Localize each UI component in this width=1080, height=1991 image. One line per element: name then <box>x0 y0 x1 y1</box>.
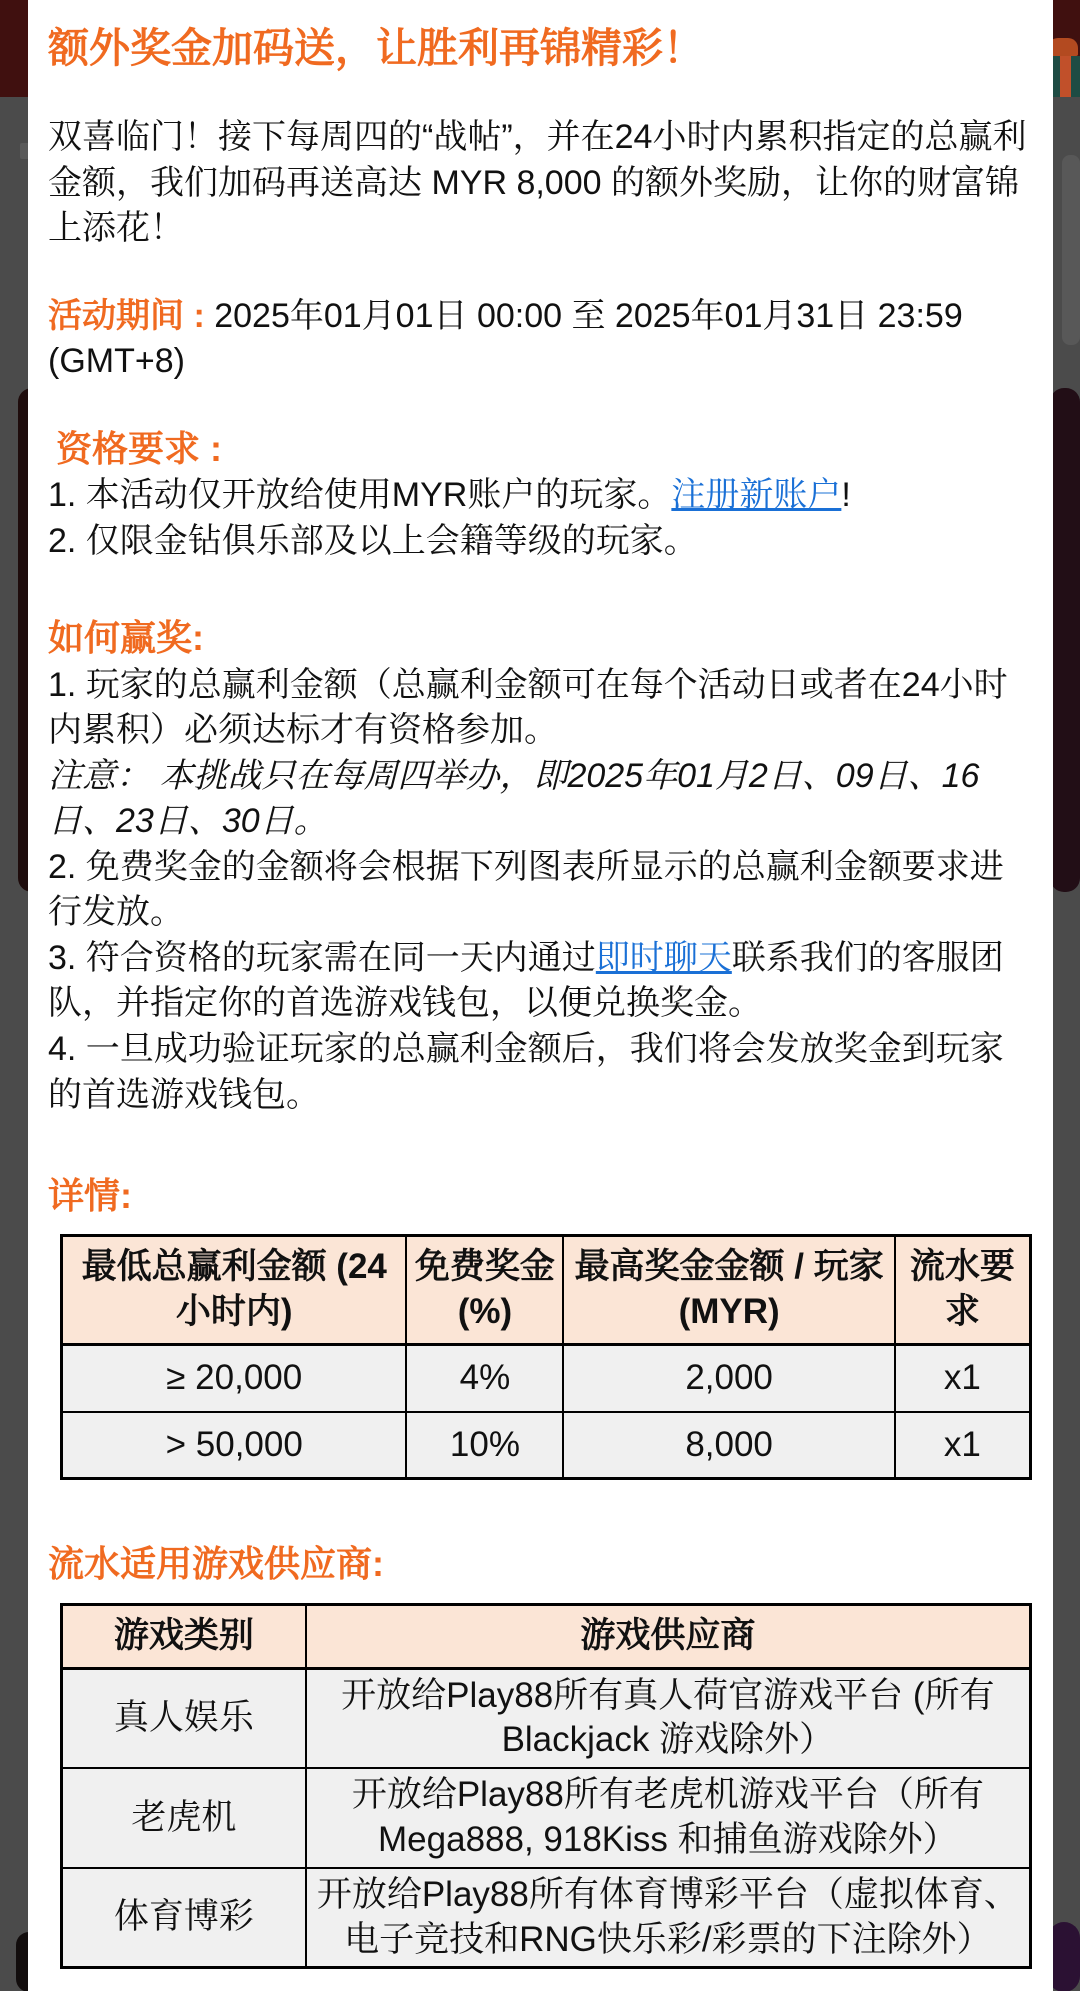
promo-title: 额外奖金加码送，让胜利再锦精彩！ <box>48 25 704 71</box>
providers-cell-provider: 开放给Play88所有老虎机游戏平台（所有Mega888, 918Kiss 和捕鱼游戏除外） <box>306 1768 1031 1868</box>
eligibility-item-1 <box>48 473 1033 519</box>
details-cell: x1 <box>895 1412 1031 1479</box>
eligibility-item-1-text: 1. 本活动仅开放给使用MYR账户的玩家。 <box>48 476 672 515</box>
eligibility-heading: 资格要求 : <box>56 428 222 470</box>
providers-table <box>60 1603 1032 1970</box>
providers-header-provider: 游戏供应商 <box>306 1604 1031 1668</box>
details-cell: 8,000 <box>563 1412 894 1479</box>
providers-cell-category: 真人娱乐 <box>62 1668 306 1768</box>
promo-period-label: 活动期间 : <box>48 296 205 335</box>
details-cell: 2,000 <box>563 1344 894 1411</box>
how-to-win-item-2: 2. 免费奖金的金额将会根据下列图表所显示的总赢利金额要求进行发放。 <box>48 847 1004 932</box>
how-to-win-heading: 如何赢奖: <box>48 617 204 659</box>
how-to-win-item-1: 1. 玩家的总赢利金额（总赢利金额可在每个活动日或者在24小时内累积）必须达标才有资格参加。 <box>48 665 1008 750</box>
eligibility-item-1-suffix: ! <box>841 476 851 515</box>
providers-cell-provider: 开放给Play88所有体育博彩平台（虚拟体育、电子竞技和RNG快乐彩/彩票的下注除外） <box>306 1868 1031 1968</box>
details-table <box>60 1234 1032 1480</box>
how-to-win-note: 注意： 本挑战只在每周四举办，即2025年01月2日、09日、16日、23日、30日。 <box>48 756 980 841</box>
details-cell: x1 <box>895 1344 1031 1411</box>
details-header-turnover: 流水要求 <box>895 1236 1031 1345</box>
providers-heading: 流水适用游戏供应商: <box>48 1543 384 1585</box>
providers-header-category: 游戏类别 <box>62 1604 306 1668</box>
details-cell: 10% <box>406 1412 563 1479</box>
background-notch-right <box>1062 155 1080 345</box>
providers-table-row <box>62 1868 1031 1968</box>
promo-intro: 双喜临门！接下每周四的“战帖”，并在24小时内累积指定的总赢利金额，我们加码再送高达 MYR 8,000 的额外奖励，让你的财富锦上添花！ <box>48 118 1027 248</box>
details-cell: 4% <box>406 1344 563 1411</box>
details-header-free-bonus: 免费奖金 (%) <box>406 1236 563 1345</box>
promo-content-panel <box>28 0 1053 1991</box>
background-card-right <box>1050 388 1080 892</box>
details-table-header-row <box>62 1236 1031 1345</box>
details-header-min-winnings: 最低总赢利金额 (24小时内) <box>62 1236 407 1345</box>
providers-table-row <box>62 1768 1031 1868</box>
promo-period <box>48 294 1033 385</box>
providers-table-row <box>62 1668 1031 1768</box>
live-chat-link[interactable]: 即时聊天 <box>595 938 732 977</box>
eligibility-item-2: 2. 仅限金钻俱乐部及以上会籍等级的玩家。 <box>48 521 698 560</box>
how-to-win-item-3-text: 3. 符合资格的玩家需在同一天内通过 <box>48 938 596 977</box>
details-cell: > 50,000 <box>62 1412 407 1479</box>
details-cell: ≥ 20,000 <box>62 1344 407 1411</box>
how-to-win-item-4: 4. 一旦成功验证玩家的总赢利金额后，我们将会发放奖金到玩家的首选游戏钱包。 <box>48 1029 1004 1114</box>
gift-ribbon-icon <box>1060 56 1071 97</box>
promo-period-value: 2025年01月01日 00:00 至 2025年01月31日 23:59 (GMT+8) <box>48 296 963 381</box>
details-header-max-bonus: 最高奖金金额 / 玩家 (MYR) <box>563 1236 894 1345</box>
details-table-row <box>62 1344 1031 1411</box>
how-to-win-item-3 <box>48 936 1033 1027</box>
providers-cell-category: 体育博彩 <box>62 1868 306 1968</box>
providers-table-header-row <box>62 1604 1031 1668</box>
details-table-row <box>62 1412 1031 1479</box>
how-to-win-item-3-suffix: 联系我们的客服团队，并指定你的首选游戏钱包，以便兑换奖金。 <box>48 938 1004 1023</box>
providers-cell-provider: 开放给Play88所有真人荷官游戏平台 (所有Blackjack 游戏除外） <box>306 1668 1031 1768</box>
providers-cell-category: 老虎机 <box>62 1768 306 1868</box>
register-new-account-link[interactable]: 注册新账户 <box>671 476 842 515</box>
details-heading: 详情: <box>48 1175 132 1217</box>
